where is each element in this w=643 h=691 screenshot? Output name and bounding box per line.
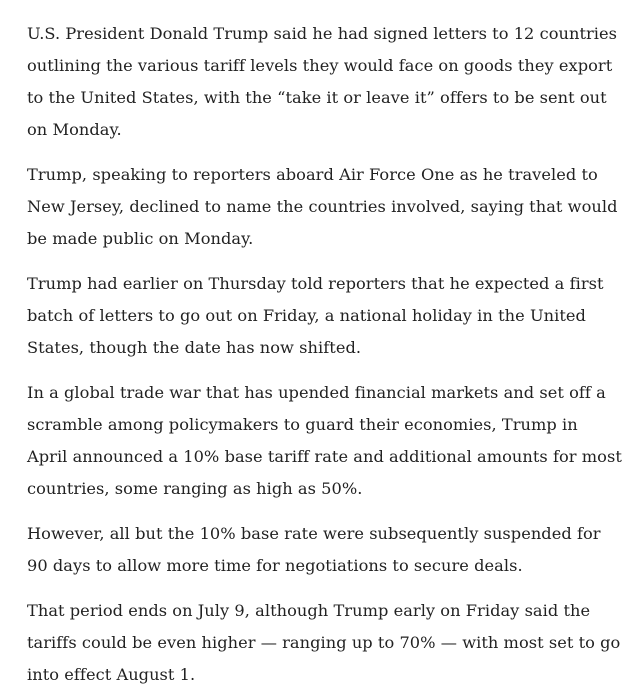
- paragraph: However, all but the 10% base rate were subsequently suspended for 90 days to allow more time for negotiations to secure deals.: [27, 524, 601, 575]
- paragraph: Trump, speaking to reporters aboard Air Force One as he traveled to New Jersey, declined to name the countries involved, saying that would be made public on Monday.: [27, 165, 618, 248]
- paragraph: That period ends on July 9, although Trump early on Friday said the tariffs could be even higher — ranging up to 70% — with most set to go into effect August 1.: [27, 601, 621, 684]
- paragraph: In a global trade war that has upended financial markets and set off a scramble among policymakers to guard their economies, Trump in April announced a 10% base tariff rate and additional amounts for most countries, some ranging as high as 50%.: [27, 383, 622, 498]
- paragraph: U.S. President Donald Trump said he had signed letters to 12 countries outlining the various tariff levels they would face on goods they export to the United States, with the “take it or leave it” offers to be sent out on Monday.: [27, 24, 618, 139]
- paragraph: Trump had earlier on Thursday told reporters that he expected a first batch of letters to go out on Friday, a national holiday in the United States, though the date has now shifted.: [27, 274, 604, 357]
